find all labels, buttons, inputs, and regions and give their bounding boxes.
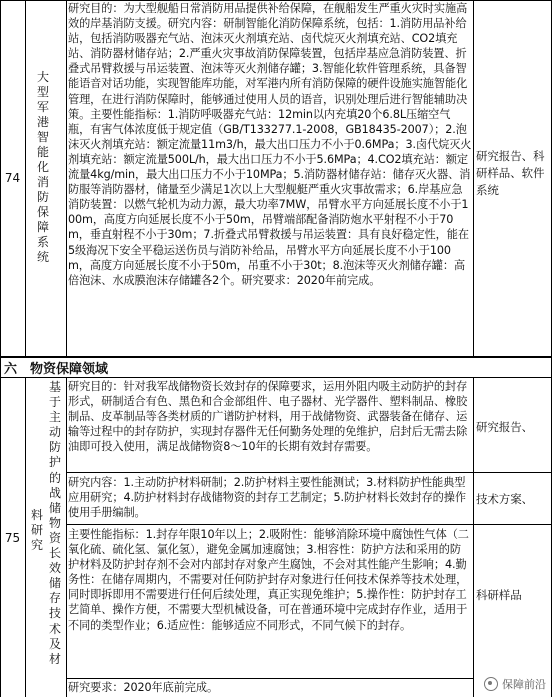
row-75-objective bbox=[68, 379, 472, 471]
row-74-project-name-text: 大型军港智能化消防保障系统 bbox=[36, 70, 49, 264]
divider-75-seg2 bbox=[66, 524, 552, 525]
section-title bbox=[30, 358, 230, 376]
row-74-outcome bbox=[476, 148, 550, 208]
divider-outcome-col-74 bbox=[473, 0, 474, 356]
divider-75-seg3 bbox=[66, 678, 473, 679]
row-75-project-name-col1 bbox=[30, 508, 44, 568]
row-74-content-text: 研究目的：为大型舰船日常消防用品提供补给保障，在舰船发生严重火灾时实施高效的岸基消防支援。研究内容：研制智能化消防保障系统，包括：1.消防用品补给站，包括消防吸器充气站、泡沫灭火剂填充站、卤代烷灭火剂填充站、CO2填充站、消防器材储存站；2.严重火灾事故消防保障装置，包括岸基应急消防装置、折叠式吊臂救援与吊运装置、泡沫等灭火剂储存罐；3.智能化软件管理系统，具备智能语音对话功能，实现智能库功能，对军港内所有消防保障的硬件设施实施智能化管理，在进行消防保障时，能够通过使用人员的语音，识别处理后进行智能辅助决策。主要性能指标：1.消防呼吸器充气站：12min以内充填20个6.8L压缩空气瓶，有害气体浓度低于规定值（GB/T133277.1-2008，GB18435-2007）；2.泡沫灭火剂填充站：额定流量11m3/h，最大出口压力不小于0.6MPa；3.卤代烷灭火剂填充站：额定流量500L/h，最大出口压力不小于5.6MPa；4.CO2填充站：额定流量4kg/min，最大出口压力不小于10MPa；5.消防器材储存站：储存灭火器、消防服等消防器材，储量至少满足1次以上大型舰艇严重火灾事故需求；6.岸基应急消防装置：以燃气轮机为动力源，最大功率7MW，吊臂水平方向延展长度不小于100m，高度方向延展长度不小于50m，吊臂端部配备消防炮水平射程不小于70m，垂直射程不小于30m；7.折叠式吊臂救援与吊运装置：具有良好稳定性，能在5级海况下安全平稳运送伤员与消防补给品，吊臂水平方向延展长度不小于100m，高度方向延展长度不小于50m，吊重不小于30t；8.泡沫等灭火剂储存罐：高倍泡沫、水成膜泡沫存储罐各2个。研究要求：2020年前完成。 bbox=[68, 2, 472, 287]
row-75-requirement bbox=[68, 680, 472, 696]
row-75-outcome-sample bbox=[476, 588, 550, 606]
row-75-outcome-sample-text: 科研样品 bbox=[476, 588, 522, 602]
row-75-requirement-text: 研究要求：2020年底前完成。 bbox=[68, 681, 219, 694]
row-74-project-name bbox=[36, 70, 50, 300]
divider-section-bottom bbox=[0, 377, 552, 378]
row-75-project-name-col2-text: 基于主动防护的战储物资长效储存技术及材 bbox=[48, 380, 61, 666]
row-75-performance-text: 主要性能指标：1.封存年限10年以上；2.吸附性：能够消除环境中腐蚀性气体（二氧化硫、硫化氢、氯化氢），避免金属加速腐蚀；3.相容性：防护方法和采用的防护材料及防护封存剂不会对内部封存对象产生腐蚀，不会对其性能产生影响；4.勤务性：在储存周期内，不需要对任何防护封存对象进行任何技术保养等技术处理，同时即拆即用不需要进行任何后续处理，真正实现免维护；5.操作性：防护封存工艺简单、操作方便，不需要大型机械设备，可在普通环境中完成封存作业，适用于不同的类型作业；6.适应性：能够适应不同形式，不同气候下的封存。 bbox=[68, 528, 469, 632]
row-75-outcome-report bbox=[476, 420, 550, 438]
row-75-project-name-col1-text: 料研究 bbox=[30, 508, 43, 552]
row-75-outcome-plan bbox=[476, 492, 550, 510]
watermark bbox=[484, 676, 546, 692]
wechat-logo-icon bbox=[484, 677, 498, 691]
table-left-border bbox=[0, 0, 1, 697]
row-75-number bbox=[0, 378, 25, 697]
row-75-performance bbox=[68, 527, 472, 677]
table-top-border bbox=[0, 0, 552, 1]
section-title-text: 物资保障领域 bbox=[30, 361, 109, 376]
divider-name-col-75 bbox=[66, 377, 67, 697]
divider-name-col-74 bbox=[66, 0, 67, 356]
row-74-content bbox=[68, 1, 472, 355]
row-75-research-content-text: 研究内容：1.主动防护材料研制；2.防护材料主要性能测试；3.材料防护性能典型应用研究；4.防护材料封存战储物资的封存工艺制定；5.防护材料长效封存的操作使用手册编制。 bbox=[68, 476, 466, 520]
row-74-number bbox=[0, 0, 25, 356]
row-75-outcome-plan-text: 技术方案、 bbox=[476, 492, 533, 506]
row-75-project-name-col2 bbox=[48, 380, 62, 696]
row-75-research-content bbox=[68, 475, 472, 523]
divider-row74-bottom bbox=[0, 356, 552, 358]
divider-num-col-75 bbox=[25, 377, 26, 697]
divider-num-col-74 bbox=[25, 0, 26, 356]
watermark-text: 保障前沿 bbox=[502, 678, 546, 691]
row-74-outcome-text: 研究报告、科研样品、软件系统 bbox=[476, 149, 545, 197]
section-number-text: 六 bbox=[4, 361, 18, 376]
row-74-number-text: 74 bbox=[4, 171, 21, 185]
row-75-outcome-report-text: 研究报告、 bbox=[476, 420, 533, 434]
row-75-objective-text: 研究目的：针对我军战储物资长效封存的保障要求，运用外阻内吸主动防护的封存形式，研制适合有色、黑色和合金部组件、电子器材、光学器件、塑料制品、橡胶制品、皮革制品等各类材质的广谱防护材料，用于战储物资、武器装备在储存、运输等过程中的封存防护，实现封存器件无任何勤务处理的免维护，启封后无需去除油即可投入使用，满足战储物资8～10年的长期有效封存需要。 bbox=[68, 380, 468, 454]
row-75-number-text: 75 bbox=[4, 530, 21, 545]
section-number bbox=[4, 358, 26, 376]
divider-75-seg1 bbox=[66, 472, 552, 473]
divider-outcome-col-75 bbox=[473, 377, 474, 697]
